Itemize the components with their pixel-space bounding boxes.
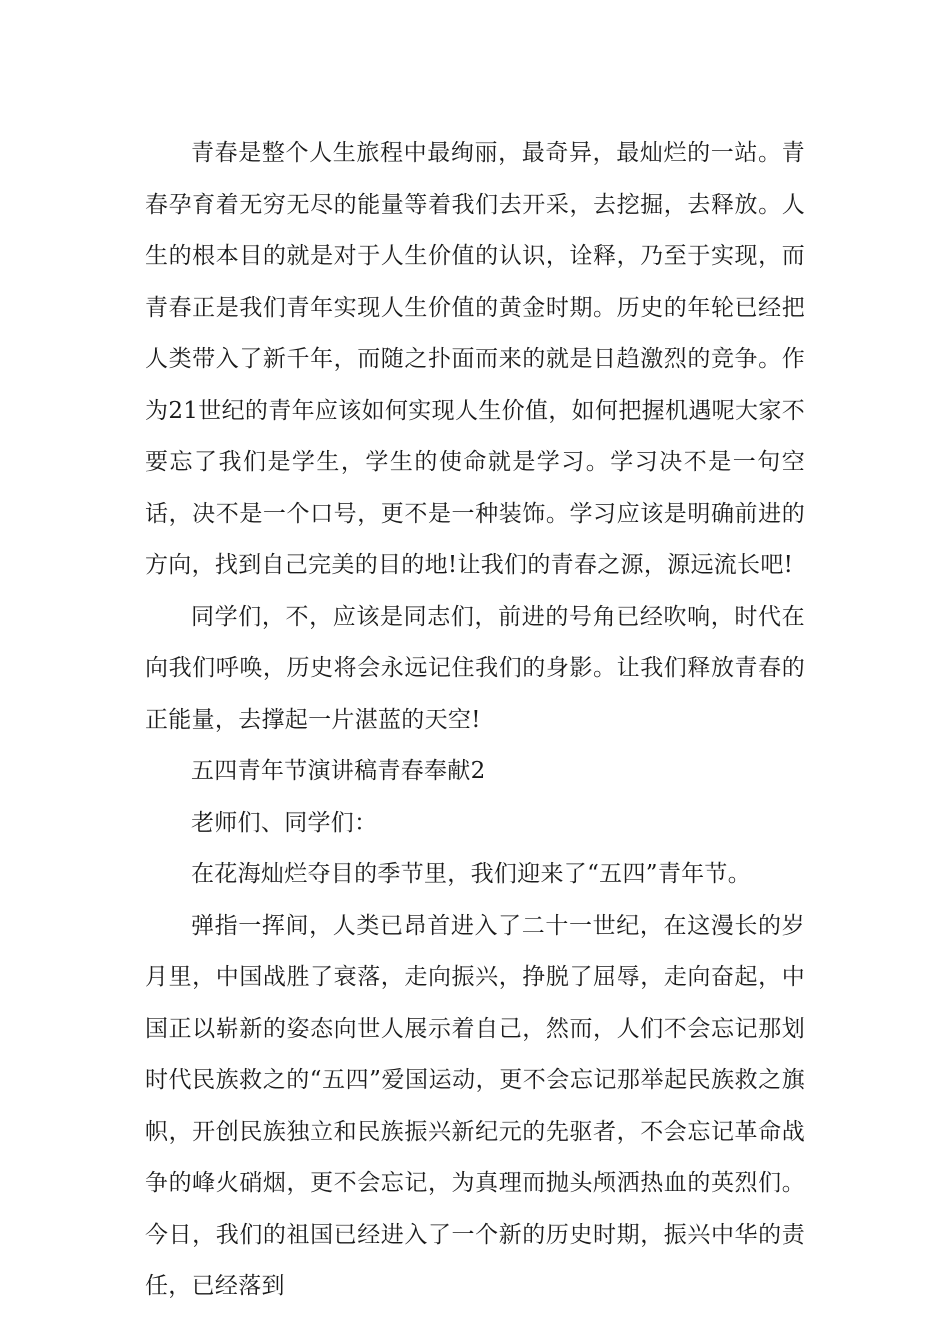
salutation: 老师们、同学们： <box>191 809 378 836</box>
paragraph-may-fourth-opening: 在花海灿烂夺目的季节里，我们迎来了“五四”青年节。 <box>191 861 752 887</box>
speech-title: 五四青年节演讲稿青春奉献2 <box>191 758 486 784</box>
document-body <box>145 128 805 1313</box>
paragraph-call-to-action: 同学们，不，应该是同志们，前进的号角已经吹响，时代在向我们呼唤，历史将会永远记住我们的身影。让我们释放青春的正能量，去撑起一片湛蓝的天空! <box>145 603 805 733</box>
paragraph-history: 弹指一挥间，人类已昂首进入了二十一世纪，在这漫长的岁月里，中国战胜了衰落，走向振兴，挣脱了屈辱，走向奋起，中国正以崭新的姿态向世人展示着自己，然而，人们不会忘记那划时代民族救之的“五四”爱国运动，更不会忘记那举起民族救之旗帜，开创民族独立和民族振兴新纪元的先驱者，不会忘记革命战争的峰火硝烟，更不会忘记，为真理而抛头颅洒热血的英烈们。今日，我们的祖国已经进入了一个新的历史时期，振兴中华的责任，已经落到 <box>145 912 805 1299</box>
paragraph-youth-journey: 青春是整个人生旅程中最绚丽，最奇异，最灿烂的一站。青春孕育着无穷无尽的能量等着我们去开采，去挖掘，去释放。人生的根本目的就是对于人生价值的认识，诠释，乃至于实现，而青春正是我们青年实现人生价值的黄金时期。历史的年轮已经把人类带入了新千年，而随之扑面而来的就是日趋激烈的竞争。作为21世纪的青年应该如何实现人生价值，如何把握机遇呢大家不要忘了我们是学生，学生的使命就是学习。学习决不是一句空话，决不是一个口号，更不是一种装饰。学习应该是明确前进的方向，找到自己完美的目的地!让我们的青春之源，源远流长吧! <box>145 140 805 578</box>
